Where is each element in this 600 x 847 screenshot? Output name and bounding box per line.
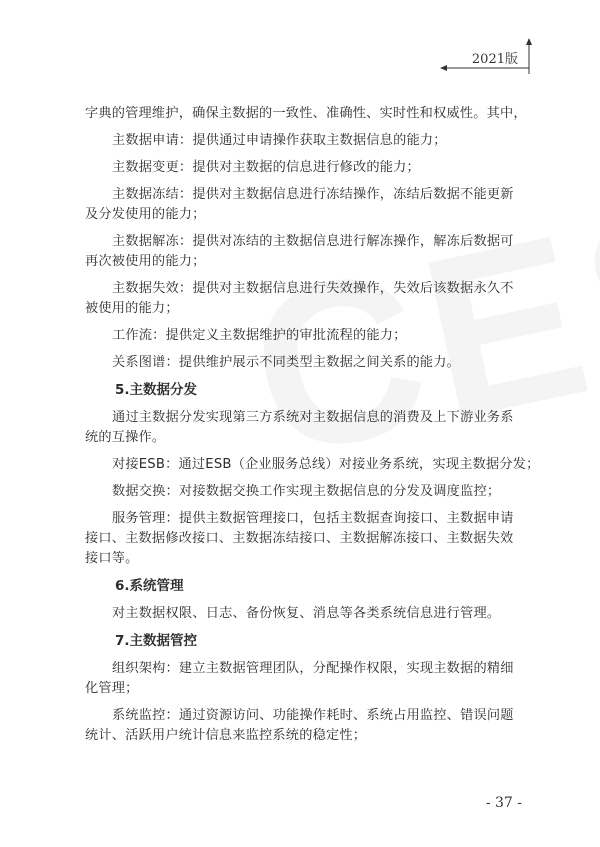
paragraph xyxy=(85,158,515,178)
page-number: - 37 - xyxy=(485,795,522,811)
text-line: 系统监控：通过资源访问、功能操作耗时、系统占用监控、错误问题 xyxy=(112,708,514,723)
paragraph xyxy=(85,659,515,699)
text-line: 对主数据权限、日志、备份恢复、消息等各类系统信息进行管理。 xyxy=(112,606,501,621)
text-line: 对接ESB：通过ESB（企业服务总线）对接业务系统，实现主数据分发； xyxy=(112,457,540,472)
text-line: 统计、活跃用户统计信息来监控系统的稳定性； xyxy=(85,728,367,743)
text-line: 化管理； xyxy=(85,681,139,696)
paragraph xyxy=(85,232,515,272)
paragraph xyxy=(85,104,527,124)
text-line: 数据交换：对接数据交换工作实现主数据信息的分发及调度监控； xyxy=(112,484,501,499)
text-line: 字典的管理维护，确保主数据的一致性、准确性、实时性和权威性。其中， xyxy=(85,106,527,121)
section-heading: 5.主数据分发 xyxy=(115,382,198,398)
text-line: 主数据冻结：提供对主数据信息进行冻结操作，冻结后数据不能更新 xyxy=(112,187,514,202)
text-line: 通过主数据分发实现第三方系统对主数据信息的消费及上下游业务系 xyxy=(112,410,514,425)
text-line: 关系图谱：提供维护展示不同类型主数据之间关系的能力。 xyxy=(112,355,461,370)
header-edition-mark xyxy=(440,38,540,78)
text-line: 再次被使用的能力； xyxy=(85,254,206,269)
paragraph xyxy=(85,408,515,448)
text-line: 统的互操作。 xyxy=(85,430,166,445)
paragraph xyxy=(85,706,515,746)
text-line: 服务管理：提供主数据管理接口，包括主数据查询接口、主数据申请 xyxy=(112,511,514,526)
text-line: 接口、主数据修改接口、主数据冻结接口、主数据解冻接口、主数据失效 xyxy=(85,531,514,546)
paragraph xyxy=(85,185,515,225)
text-line: 主数据变更：提供对主数据的信息进行修改的能力； xyxy=(112,160,420,175)
paragraph xyxy=(85,131,515,151)
paragraph xyxy=(85,604,515,624)
main-text xyxy=(85,104,540,753)
text-line: 被使用的能力； xyxy=(85,301,179,316)
section-heading: 7.主数据管控 xyxy=(115,633,198,649)
edition-label: 2021版 xyxy=(471,52,518,67)
paragraph xyxy=(85,509,515,569)
text-line: 组织架构：建立主数据管理团队，分配操作权限，实现主数据的精细 xyxy=(112,661,514,676)
paragraph xyxy=(85,279,515,319)
paragraph xyxy=(85,482,515,502)
paragraph xyxy=(85,326,515,346)
text-line: 接口等。 xyxy=(85,551,139,566)
text-line: 工作流：提供定义主数据维护的审批流程的能力； xyxy=(112,328,407,343)
text-line: 主数据申请：提供通过申请操作获取主数据信息的能力； xyxy=(112,133,447,148)
paragraph xyxy=(85,455,540,475)
text-line: 主数据解冻：提供对冻结的主数据信息进行解冻操作，解冻后数据可 xyxy=(112,234,514,249)
section-heading: 6.系统管理 xyxy=(115,578,184,594)
text-line: 主数据失效：提供对主数据信息进行失效操作，失效后该数据永久不 xyxy=(112,281,514,296)
paragraph xyxy=(85,353,515,373)
text-line: 及分发使用的能力； xyxy=(85,207,206,222)
